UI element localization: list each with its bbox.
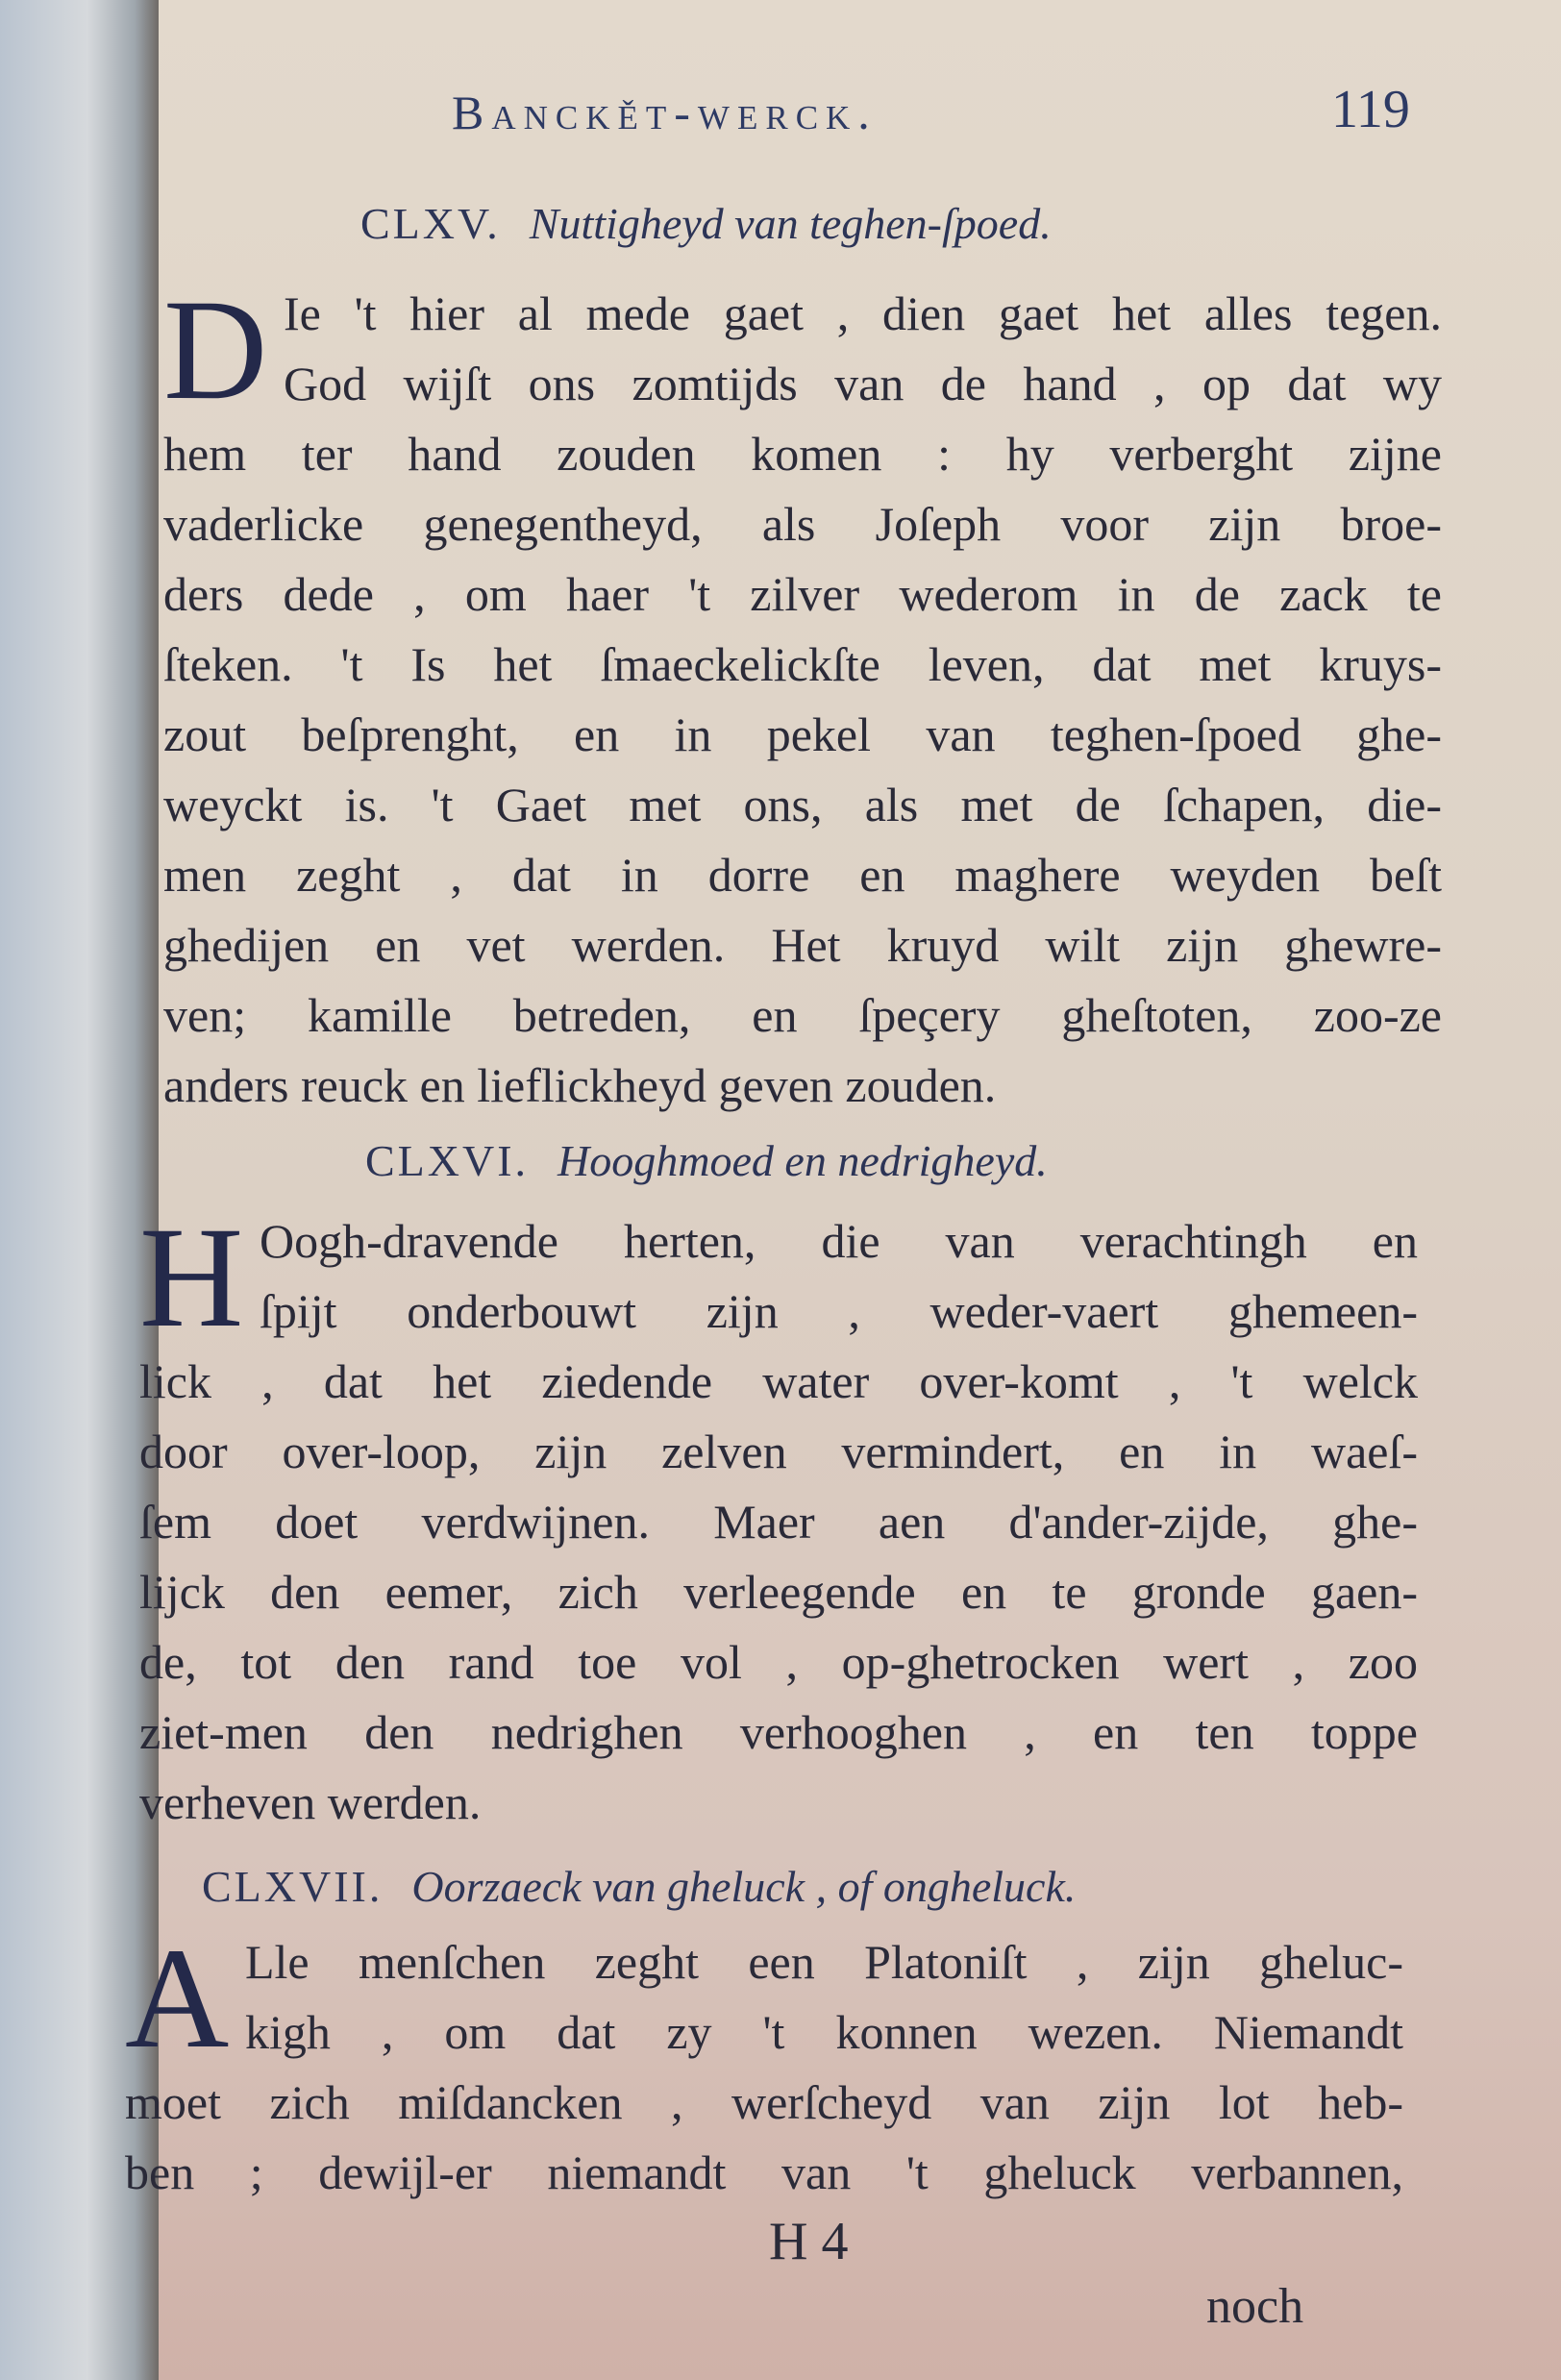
section-number: CLXV. xyxy=(360,199,501,248)
text-line: Ie 't hier al mede gaet , dien gaet het alles tegen. xyxy=(284,286,1442,340)
text-line: God wijſt ons zomtijds van de hand , op dat wy xyxy=(284,357,1442,410)
text-line: ben ; dewijl-er niemandt van 't gheluck verbannen, xyxy=(125,2145,1403,2199)
section-paragraph xyxy=(125,1919,1403,2208)
text-line: kigh , om dat zy 't konnen wezen. Niemandt xyxy=(245,2005,1403,2059)
catchword: noch xyxy=(1206,2279,1304,2334)
drop-cap: D xyxy=(163,270,268,430)
text-line: de, tot den rand toe vol , op-ghetrocken wert , zoo xyxy=(139,1635,1418,1689)
signature-mark: H 4 xyxy=(769,2212,849,2271)
section-heading xyxy=(360,197,1052,251)
section-title: Oorzaeck van gheluck , of ongheluck. xyxy=(411,1862,1077,1911)
section-number: CLXVI. xyxy=(365,1136,530,1185)
drop-cap: A xyxy=(125,1919,230,2078)
text-line: ſteken. 't Is het ſmaeckelickſte leven, dat met kruys- xyxy=(163,637,1442,691)
section-paragraph xyxy=(139,1198,1418,1838)
text-line: door over-loop, zijn zelven vermindert, en in waeſ- xyxy=(139,1425,1418,1478)
section-number: CLXVII. xyxy=(202,1862,384,1911)
text-line: hem ter hand zouden komen : hy verberght zijne xyxy=(163,427,1442,481)
section-heading xyxy=(202,1860,1076,1914)
text-line: ſpijt onderbouwt zijn , weder-vaert ghemeen- xyxy=(260,1284,1418,1338)
text-line: Oogh-dravende herten, die van verachtingh en xyxy=(260,1214,1418,1268)
text-line: anders reuck en lieflickheyd geven zouden. xyxy=(163,1058,997,1112)
text-line: ziet-men den nedrighen verhooghen , en ten toppe xyxy=(139,1705,1418,1759)
text-line: vaderlicke genegentheyd, als Joſeph voor zijn broe- xyxy=(163,497,1442,551)
text-line: lick , dat het ziedende water over-komt , 't welck xyxy=(139,1354,1418,1408)
section-title: Hooghmoed en nedrigheyd. xyxy=(558,1136,1048,1185)
text-line: ſem doet verdwijnen. Maer aen d'ander-zijde, ghe- xyxy=(139,1495,1418,1549)
section-heading xyxy=(365,1134,1048,1188)
text-line: ders dede , om haer 't zilver wederom in de zack te xyxy=(163,567,1442,621)
section-title: Nuttigheyd van teghen-ſpoed. xyxy=(529,199,1052,248)
text-line: ven; kamille betreden, en ſpeçery gheſtoten, zoo-ze xyxy=(163,988,1442,1042)
text-line: ghedijen en vet werden. Het kruyd wilt zijn ghewre- xyxy=(163,918,1442,972)
running-head: Banckět-werck. xyxy=(452,86,878,139)
text-line: lijck den eemer, zich verleegende en te gronde gaen- xyxy=(139,1565,1418,1619)
drop-cap: H xyxy=(139,1198,244,1357)
section-paragraph xyxy=(163,270,1442,1121)
text-line: men zeght , dat in dorre en maghere weyden beſt xyxy=(163,848,1442,902)
text-line: verheven werden. xyxy=(139,1775,482,1829)
text-line: Lle menſchen zeght een Platoniſt , zijn gheluc- xyxy=(245,1935,1403,1989)
text-line: weyckt is. 't Gaet met ons, als met de ſchapen, die- xyxy=(163,778,1442,831)
text-line: moet zich miſdancken , werſcheyd van zijn lot heb- xyxy=(125,2075,1403,2129)
page-number: 119 xyxy=(1331,80,1410,139)
text-line: zout beſprenght, en in pekel van teghen-ſpoed ghe- xyxy=(163,707,1442,761)
